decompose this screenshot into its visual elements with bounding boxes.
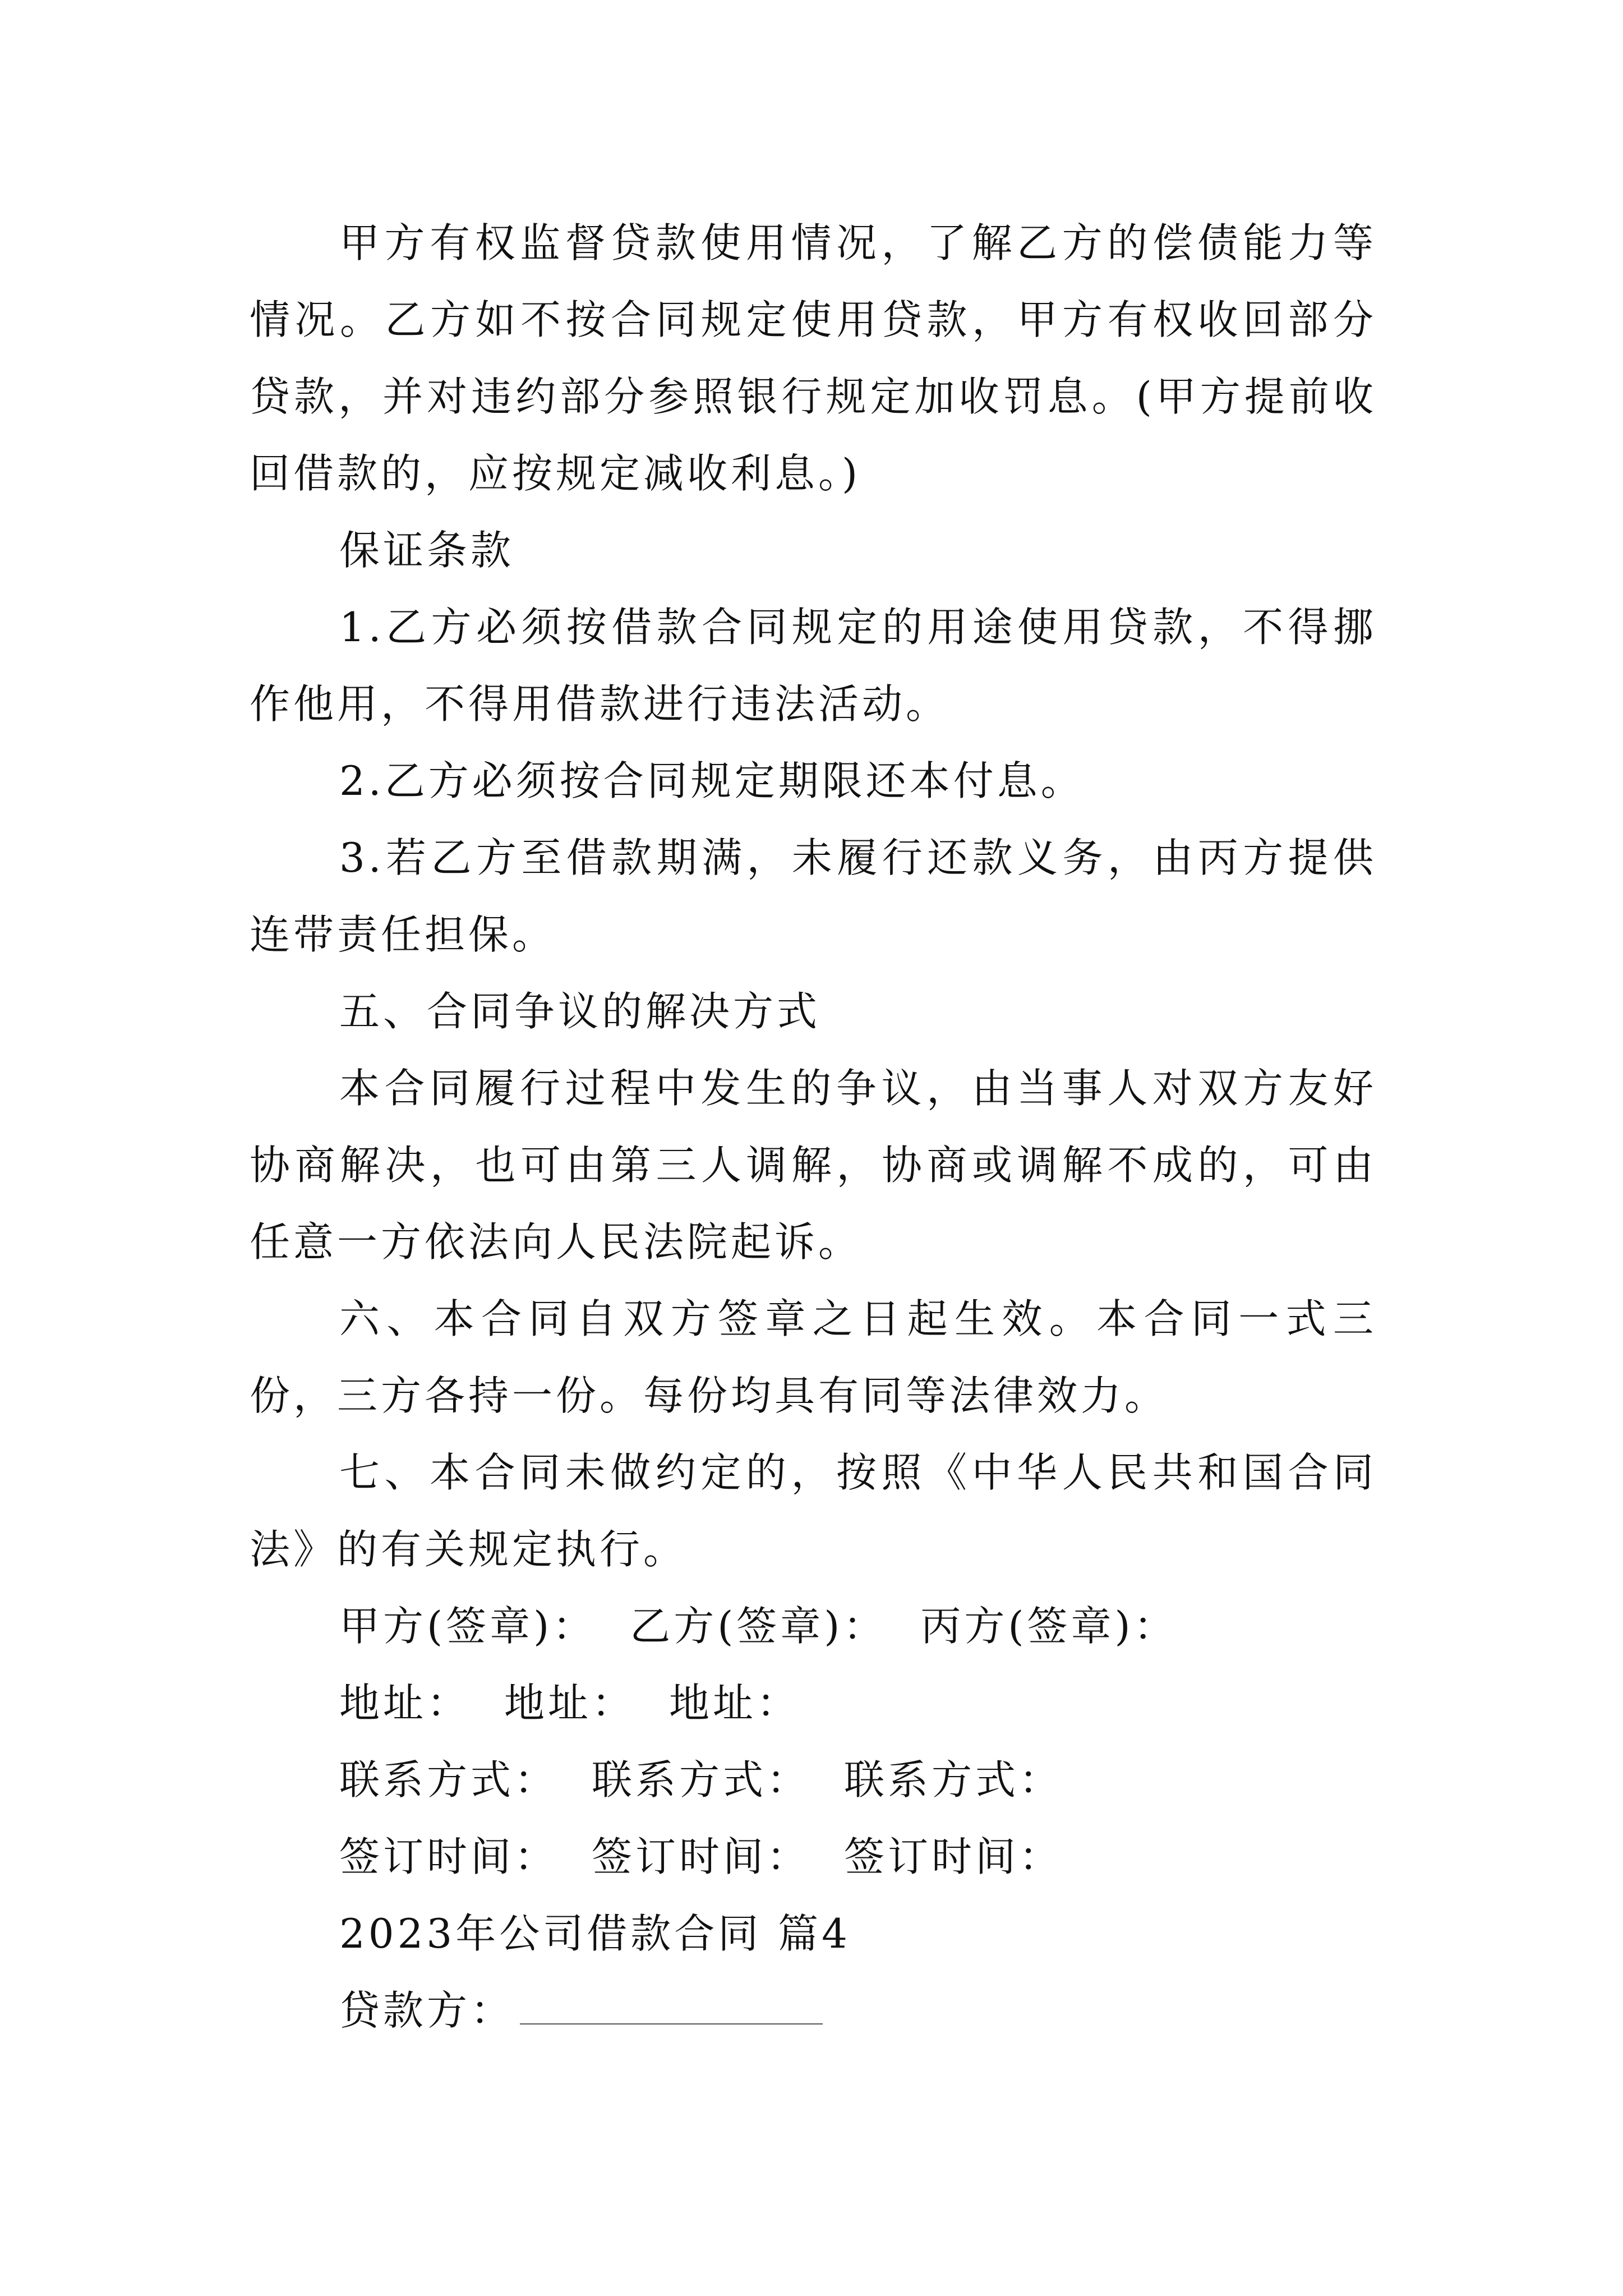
address-label-c: 地址： <box>669 1680 801 1727</box>
contact-row <box>250 1742 1377 1819</box>
lender-row <box>250 1972 1377 2049</box>
party-c-signature-label: 丙方(签章)： <box>920 1603 1178 1650</box>
sign-date-row <box>250 1819 1377 1895</box>
paragraph-effectiveness: 六、本合同自双方签章之日起生效。本合同一式三份，三方各持一份。每份均具有同等法律效力。 <box>250 1295 1377 1419</box>
guarantee-item-2: 2.乙方必须按合同规定期限还本付息。 <box>339 757 1085 804</box>
signature-row <box>250 1588 1377 1665</box>
party-a-signature-label: 甲方(签章)： <box>339 1603 597 1650</box>
sign-date-label-b: 签订时间： <box>592 1833 811 1880</box>
heading-dispute-resolution: 五、合同争议的解决方式 <box>339 988 821 1035</box>
paragraph-supervision: 甲方有权监督贷款使用情况，了解乙方的偿债能力等情况。乙方如不按合同规定使用贷款，甲方有权收回部分贷款，并对违约部分参照银行规定加收罚息。(甲方提前收回借款的，应按规定减收利息。) <box>250 219 1377 497</box>
document-body <box>250 205 1377 2049</box>
party-b-signature-label: 乙方(签章)： <box>630 1603 887 1650</box>
paragraph-unspecified-matters: 七、本合同未做约定的，按照《中华人民共和国合同法》的有关规定执行。 <box>250 1449 1377 1573</box>
contact-label-a: 联系方式： <box>339 1756 559 1803</box>
paragraph-dispute-resolution: 本合同履行过程中发生的争议，由当事人对双方友好协商解决，也可由第三人调解，协商或调解不成的，可由任意一方依法向人民法院起诉。 <box>250 1065 1377 1266</box>
address-label-b: 地址： <box>504 1680 636 1727</box>
guarantee-item-1: 1.乙方必须按借款合同规定的用途使用贷款，不得挪作他用，不得用借款进行违法活动。 <box>250 604 1377 728</box>
lender-blank-field <box>520 1983 823 2024</box>
sign-date-label-a: 签订时间： <box>339 1833 559 1880</box>
heading-guarantee-clauses: 保证条款 <box>339 527 515 574</box>
guarantee-item-3: 3.若乙方至借款期满，未履行还款义务，由丙方提供连带责任担保。 <box>250 834 1377 958</box>
address-label-a: 地址： <box>339 1680 471 1727</box>
section-title-contract-4: 2023年公司借款合同 篇4 <box>339 1910 851 1957</box>
address-row <box>250 1665 1377 1742</box>
contact-label-b: 联系方式： <box>592 1756 811 1803</box>
sign-date-label-c: 签订时间： <box>844 1833 1063 1880</box>
lender-label: 贷款方： <box>339 1987 515 2034</box>
contact-label-c: 联系方式： <box>844 1756 1063 1803</box>
